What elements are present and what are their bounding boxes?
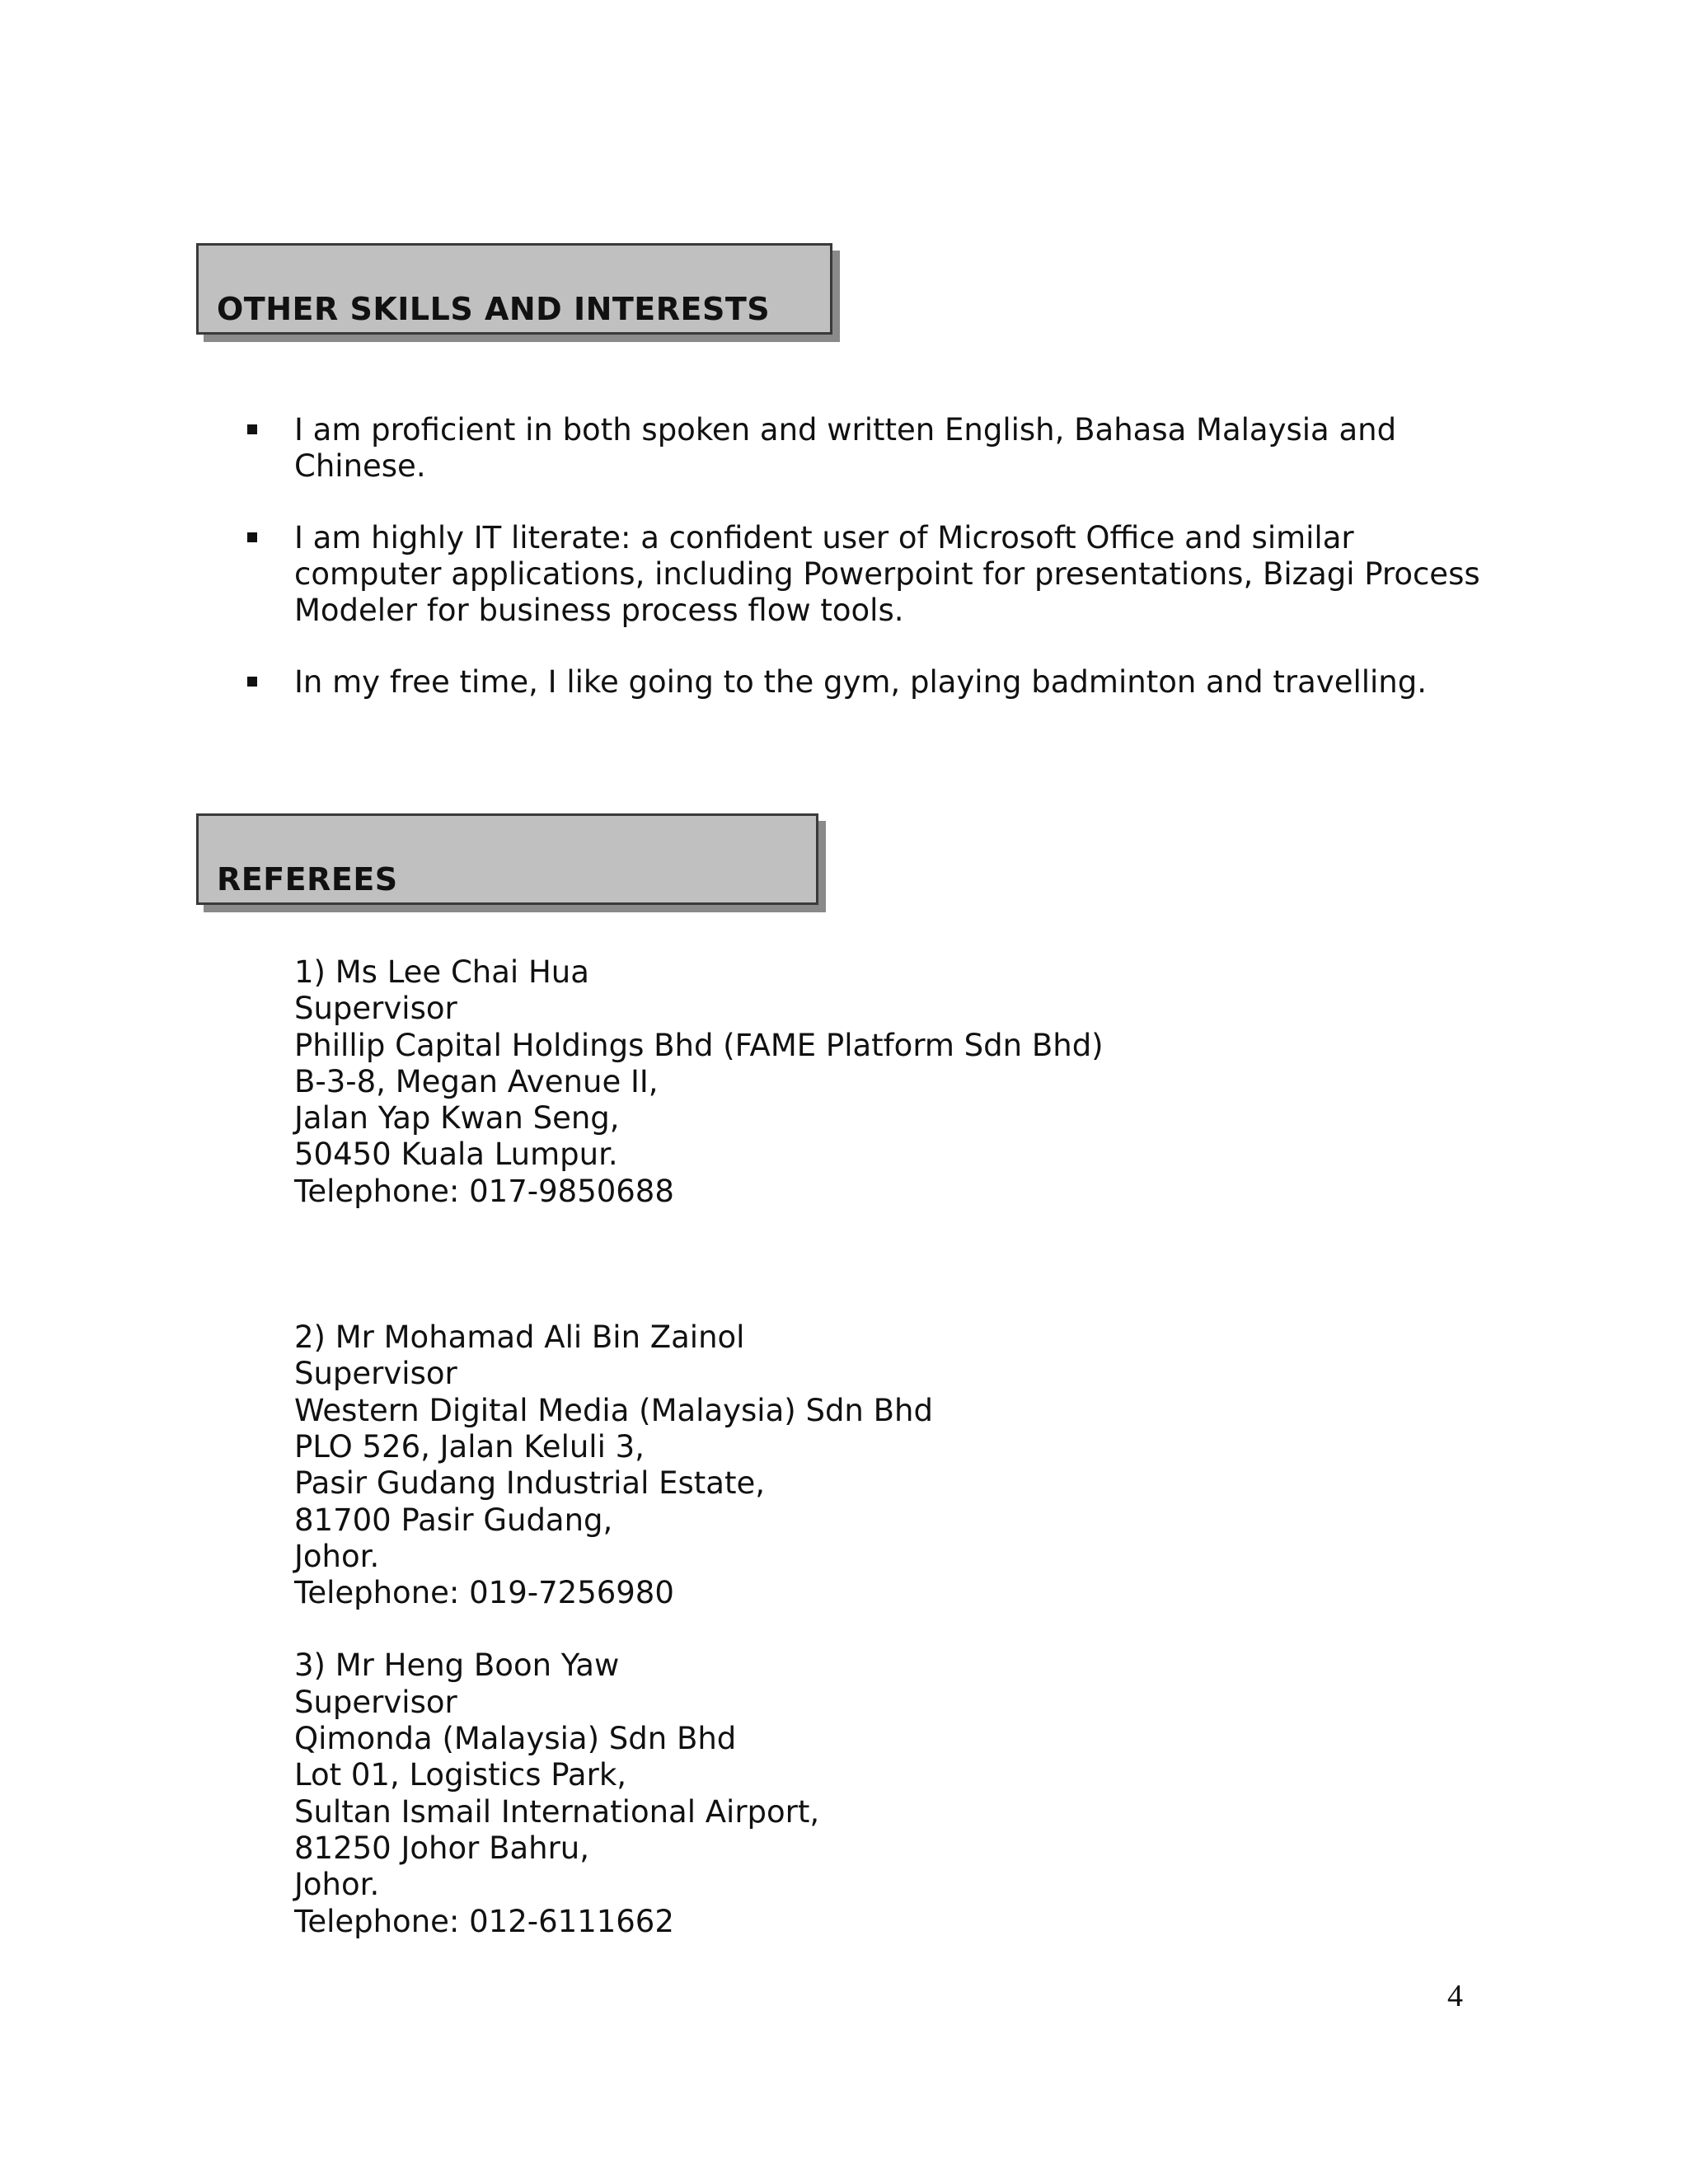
square-bullet-icon xyxy=(247,424,257,434)
referee-position: Supervisor xyxy=(294,991,457,1027)
square-bullet-icon xyxy=(247,677,257,687)
referee-address-line: B-3-8, Megan Avenue II, xyxy=(294,1063,659,1099)
referee-entry xyxy=(294,954,1448,1210)
page-number: 4 xyxy=(1447,1979,1463,2013)
referee-name: 1) Ms Lee Chai Hua xyxy=(294,954,589,990)
referee-address-line: Johor. xyxy=(294,1867,380,1903)
referee-address-line: Pasir Gudang Industrial Estate, xyxy=(294,1465,765,1502)
referees-list xyxy=(294,954,1448,1940)
referee-name: 2) Mr Mohamad Ali Bin Zainol xyxy=(294,1319,745,1356)
skill-item xyxy=(245,664,1498,701)
skills-list xyxy=(245,412,1498,736)
skill-item xyxy=(245,520,1498,629)
referee-company: Qimonda (Malaysia) Sdn Bhd xyxy=(294,1721,737,1757)
skill-text: In my free time, I like going to the gym, playing badminton and travelling. xyxy=(294,664,1428,700)
referee-entry xyxy=(294,1319,1448,1611)
referee-address-line: Jalan Yap Kwan Seng, xyxy=(294,1100,620,1137)
skill-item xyxy=(245,412,1498,485)
referee-address-line: PLO 526, Jalan Keluli 3, xyxy=(294,1428,645,1465)
referee-position: Supervisor xyxy=(294,1684,457,1720)
referee-address-line: 50450 Kuala Lumpur. xyxy=(294,1137,618,1173)
referee-address-line: 81250 Johor Bahru, xyxy=(294,1830,590,1866)
skill-text: I am highly IT literate: a confident user of Microsoft Office and similar computer applications, including Powerpoint for presentations, Bizagi Process Modeler for business process flow tools. xyxy=(294,520,1480,628)
referee-company: Phillip Capital Holdings Bhd (FAME Platform Sdn Bhd) xyxy=(294,1027,1104,1063)
section-header-referees xyxy=(196,813,818,905)
referee-position: Supervisor xyxy=(294,1356,457,1392)
referee-entry xyxy=(294,1647,1448,1939)
section-title-referees: REFEREES xyxy=(217,861,398,898)
referee-telephone: Telephone: 012-6111662 xyxy=(294,1903,674,1939)
section-header-skills xyxy=(196,243,832,335)
referee-name: 3) Mr Heng Boon Yaw xyxy=(294,1647,620,1684)
referee-telephone: Telephone: 017-9850688 xyxy=(294,1173,674,1209)
referee-address-line: Lot 01, Logistics Park, xyxy=(294,1757,627,1793)
referee-telephone: Telephone: 019-7256980 xyxy=(294,1575,674,1611)
referee-address-line: 81700 Pasir Gudang, xyxy=(294,1502,613,1538)
section-title-skills: OTHER SKILLS AND INTERESTS xyxy=(217,291,771,327)
skill-text: I am proficient in both spoken and written English, Bahasa Malaysia and Chinese. xyxy=(294,412,1397,484)
square-bullet-icon xyxy=(247,532,257,542)
referee-address-line: Sultan Ismail International Airport, xyxy=(294,1793,820,1830)
referee-company: Western Digital Media (Malaysia) Sdn Bhd xyxy=(294,1392,933,1428)
referee-address-line: Johor. xyxy=(294,1538,380,1574)
